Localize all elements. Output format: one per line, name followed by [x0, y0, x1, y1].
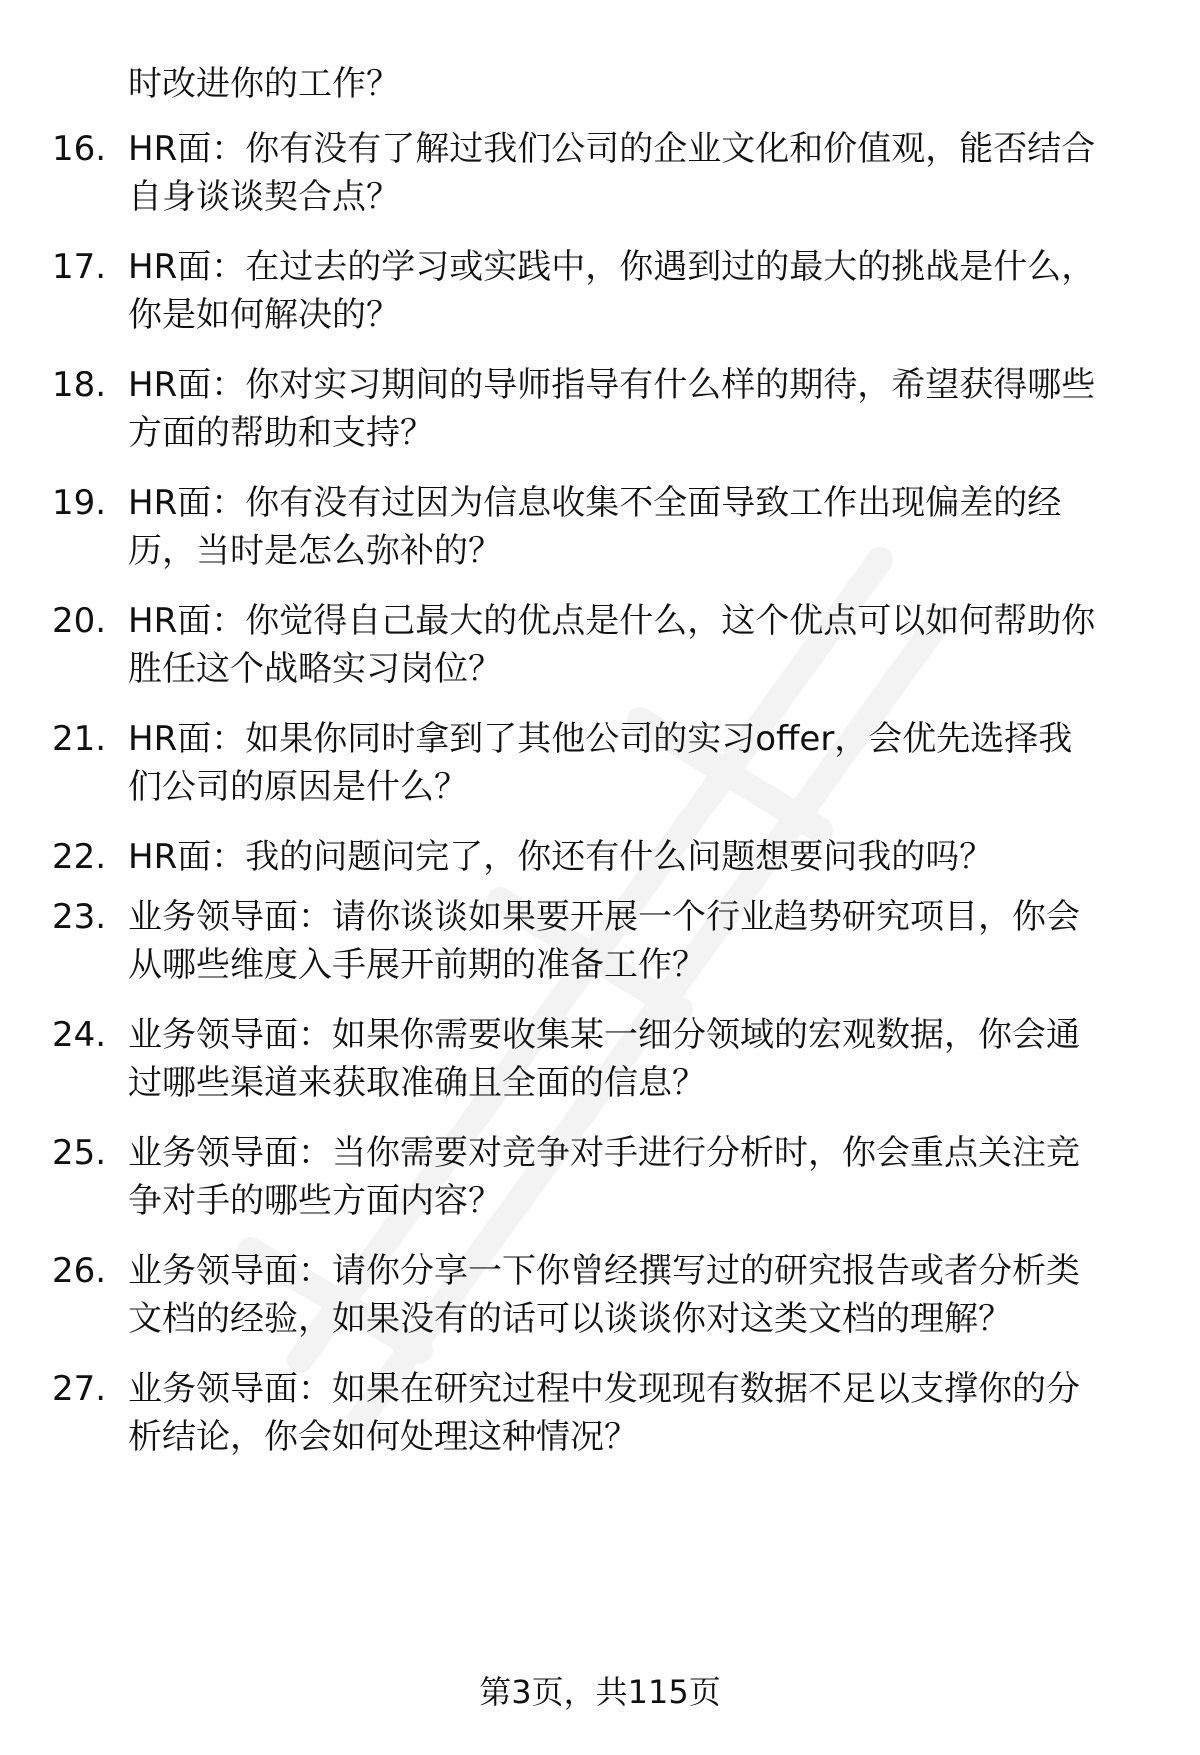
- item-number: 27.: [52, 1369, 107, 1409]
- item-text-line: 从哪些维度入手展开前期的准备工作？: [128, 945, 706, 985]
- item-text-line: HR面：如果你同时拿到了其他公司的实习offer，会优先选择我: [128, 719, 1073, 759]
- item-text-line: HR面：你觉得自己最大的优点是什么，这个优点可以如何帮助你: [128, 601, 1096, 641]
- item-text-line: 业务领导面：如果在研究过程中发现现有数据不足以支撑你的分: [128, 1369, 1080, 1409]
- item-text-line: HR面：我的问题问完了，你还有什么问题想要问我的吗？: [128, 837, 994, 877]
- item-text-line: 业务领导面：请你谈谈如果要开展一个行业趋势研究项目，你会: [128, 897, 1080, 937]
- item-text-line: 业务领导面：如果你需要收集某一细分领域的宏观数据，你会通: [128, 1015, 1080, 1055]
- continued-question-text: 时改进你的工作？: [128, 64, 400, 104]
- item-number: 20.: [52, 601, 107, 641]
- page-footer: 第3页，共115页: [479, 1673, 721, 1711]
- item-text-line: HR面：你有没有了解过我们公司的企业文化和价值观，能否结合: [128, 129, 1096, 169]
- item-text-line: 过哪些渠道来获取准确且全面的信息？: [128, 1063, 706, 1103]
- item-number: 17.: [52, 247, 107, 287]
- item-number: 22.: [52, 837, 107, 877]
- item-text-line: 自身谈谈契合点？: [128, 177, 400, 217]
- item-text-line: 们公司的原因是什么？: [128, 767, 468, 807]
- item-text-line: HR面：你对实习期间的导师指导有什么样的期待，希望获得哪些: [128, 365, 1096, 405]
- item-text-line: 文档的经验，如果没有的话可以谈谈你对这类文档的理解？: [128, 1299, 1012, 1339]
- item-text-line: HR面：在过去的学习或实践中，你遇到过的最大的挑战是什么，: [128, 247, 1096, 287]
- item-text-line: 你是如何解决的？: [128, 295, 400, 335]
- item-number: 21.: [52, 719, 107, 759]
- item-number: 16.: [52, 129, 107, 169]
- item-text-line: 胜任这个战略实习岗位？: [128, 649, 502, 689]
- item-text-line: HR面：你有没有过因为信息收集不全面导致工作出现偏差的经: [128, 483, 1062, 523]
- item-number: 19.: [52, 483, 107, 523]
- item-text-line: 业务领导面：请你分享一下你曾经撰写过的研究报告或者分析类: [128, 1251, 1080, 1291]
- item-number: 23.: [52, 897, 107, 937]
- item-text-line: 历，当时是怎么弥补的？: [128, 531, 502, 571]
- item-number: 18.: [52, 365, 107, 405]
- item-text-line: 争对手的哪些方面内容？: [128, 1181, 502, 1221]
- item-text-line: 析结论，你会如何处理这种情况？: [128, 1417, 638, 1457]
- item-number: 24.: [52, 1015, 107, 1055]
- item-text-line: 方面的帮助和支持？: [128, 413, 434, 453]
- item-number: 26.: [52, 1251, 107, 1291]
- item-number: 25.: [52, 1133, 107, 1173]
- item-text-line: 业务领导面：当你需要对竞争对手进行分析时，你会重点关注竞: [128, 1133, 1080, 1173]
